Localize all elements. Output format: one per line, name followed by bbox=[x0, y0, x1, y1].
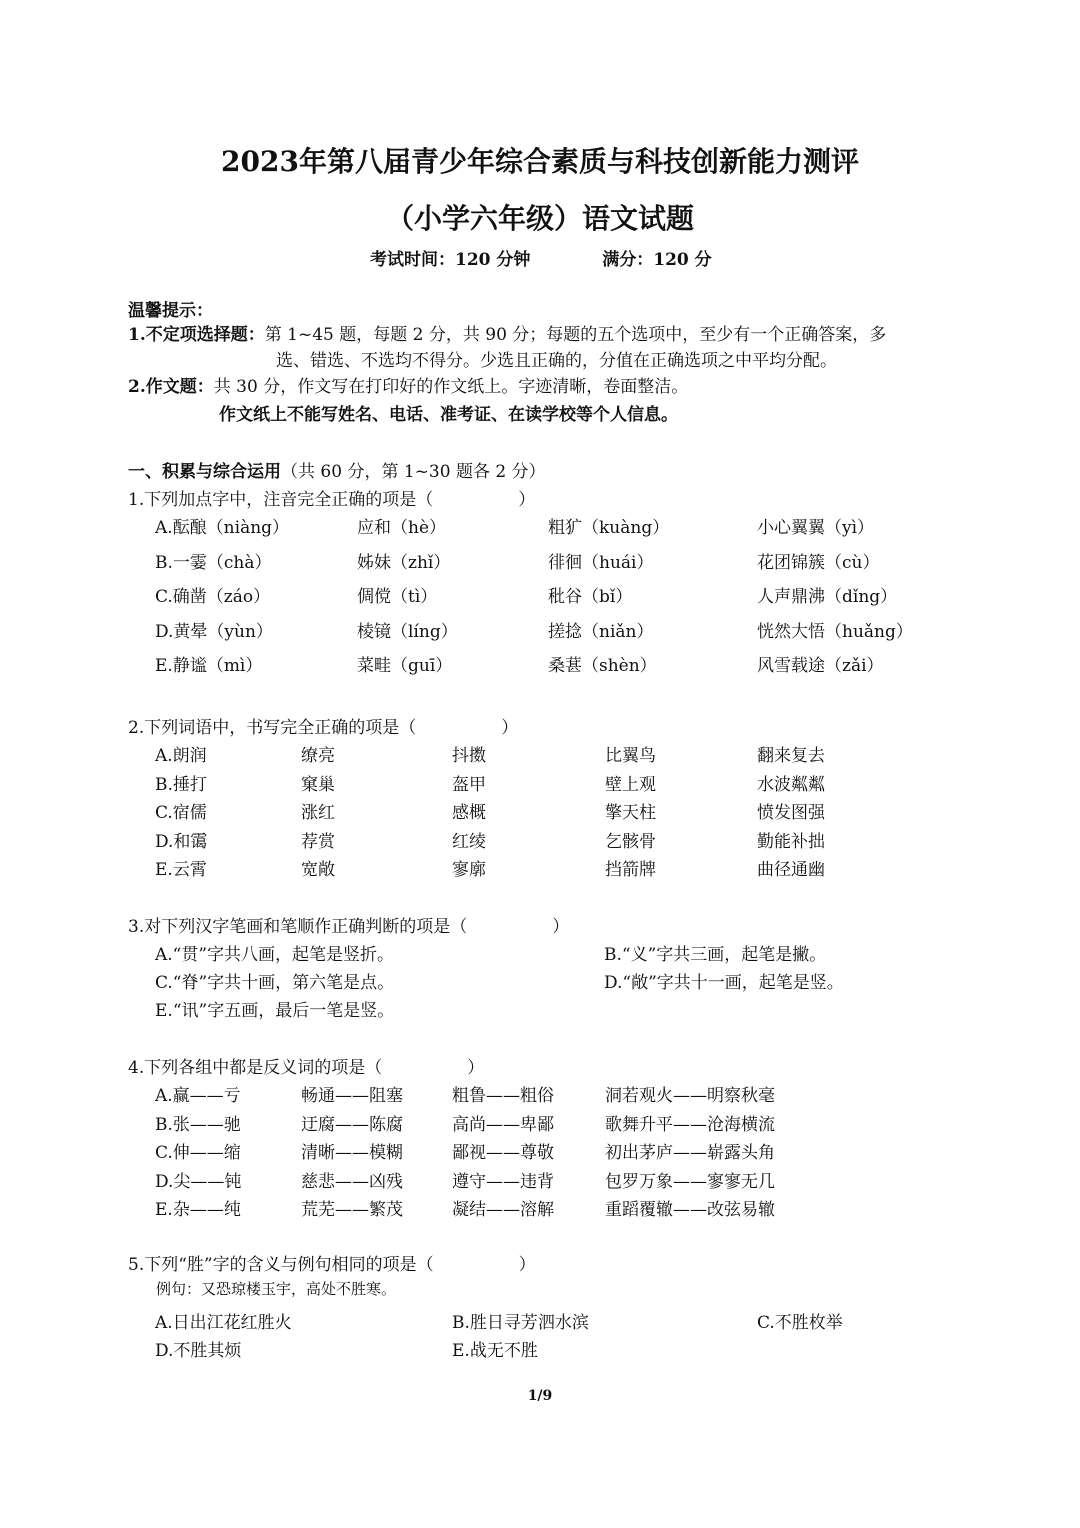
question-4-option-c-item-1: C.伸——缩 bbox=[155, 1143, 241, 1163]
question-3-option-c: C.“脊”字共十画，第六笔是点。 bbox=[155, 973, 395, 993]
exam-meta bbox=[370, 245, 712, 270]
question-2-option-e-item-4: 挡箭牌 bbox=[605, 860, 656, 880]
question-2-option-c-item-5: 愤发图强 bbox=[757, 803, 825, 823]
question-1-option-d-item-2: 棱镜（líng） bbox=[357, 621, 458, 642]
question-4-option-e-item-2: 荒芜——繁茂 bbox=[301, 1200, 403, 1220]
question-1-option-c-item-1: C.确凿（záo） bbox=[155, 587, 271, 607]
question-1-option-c-item-3: 秕谷（bǐ） bbox=[548, 587, 633, 607]
question-4-option-e-item-3: 凝结——溶解 bbox=[452, 1200, 554, 1220]
section-heading-note: （共 60 分，第 1~30 题各 2 分） bbox=[281, 462, 546, 482]
tips-item-1-label: 1.不定项选择题： bbox=[128, 325, 265, 345]
question-3-option-e: E.“讯”字五画，最后一笔是竖。 bbox=[155, 1001, 395, 1021]
tips-heading: 温馨提示： bbox=[128, 301, 213, 321]
question-1-option-a-item-2: 应和（hè） bbox=[357, 518, 447, 538]
question-5-stem: 5.下列“胜”字的含义与例句相同的项是（ ） bbox=[128, 1255, 536, 1275]
exam-title: 2023年第八届青少年综合素质与科技创新能力测评 bbox=[221, 145, 859, 178]
tips-item-2-line1: 共 30 分，作文写在打印好的作文纸上。字迹清晰，卷面整洁。 bbox=[213, 377, 689, 397]
question-1-option-b-item-4: 花团锦簇（cù） bbox=[757, 552, 880, 573]
question-2-option-a-item-2: 缭亮 bbox=[301, 746, 335, 766]
question-2-option-e-item-3: 寥廓 bbox=[452, 860, 486, 880]
question-4-option-d-item-2: 慈悲——凶残 bbox=[301, 1171, 403, 1192]
section-heading-title: 一、积累与综合运用 bbox=[128, 462, 281, 482]
question-1-option-d-item-1: D.黄晕（yùn） bbox=[155, 621, 273, 642]
question-4-option-a-item-3: 粗鲁——粗俗 bbox=[452, 1086, 554, 1106]
question-4-option-d-item-3: 遵守——违背 bbox=[452, 1171, 554, 1192]
question-2-option-a-item-5: 翻来复去 bbox=[757, 746, 825, 766]
question-1-option-e-item-4: 风雪载途（zǎi） bbox=[757, 656, 884, 676]
question-2-option-c-item-4: 擎天柱 bbox=[605, 803, 656, 823]
question-5-example: 例句：又恐琼楼玉宇，高处不胜寒。 bbox=[156, 1280, 397, 1298]
question-2-option-d-item-4: 乞骸骨 bbox=[605, 831, 656, 852]
question-5-option-d: D.不胜其烦 bbox=[155, 1341, 242, 1361]
question-2-option-e-item-5: 曲径通幽 bbox=[757, 860, 825, 880]
question-5-option-e: E.战无不胜 bbox=[452, 1341, 538, 1361]
question-1-option-b-item-1: B.一霎（chà） bbox=[155, 552, 272, 573]
question-4-option-b-item-4: 歌舞升平——沧海横流 bbox=[605, 1114, 775, 1135]
question-4-option-b-item-2: 迂腐——陈腐 bbox=[301, 1114, 403, 1135]
question-1-option-e-item-2: 菜畦（guī） bbox=[357, 656, 453, 676]
question-2-stem: 2.下列词语中，书写完全正确的项是（ ） bbox=[128, 718, 519, 738]
question-2-option-d-item-3: 红绫 bbox=[452, 831, 486, 852]
question-1-option-c-item-4: 人声鼎沸（dǐng） bbox=[757, 587, 898, 607]
question-5-option-b: B.胜日寻芳泗水滨 bbox=[452, 1313, 589, 1333]
exam-subtitle: （小学六年级）语文试题 bbox=[385, 202, 694, 235]
question-5-option-a: A.日出江花红胜火 bbox=[155, 1313, 292, 1333]
question-4-option-d-item-4: 包罗万象——寥寥无几 bbox=[605, 1171, 775, 1192]
exam-time: 考试时间：120 分钟 bbox=[370, 250, 531, 270]
question-2-option-e-item-1: E.云霄 bbox=[155, 860, 207, 880]
question-2-option-c-item-2: 涨红 bbox=[301, 803, 335, 823]
question-4-option-c-item-2: 清晰——模糊 bbox=[301, 1143, 403, 1163]
section-heading bbox=[128, 457, 546, 482]
question-1-option-a-item-3: 粗犷（kuàng） bbox=[548, 518, 670, 538]
question-1-stem: 1.下列加点字中，注音完全正确的项是（ ） bbox=[128, 490, 536, 510]
tips-item-1-line1: 第 1~45 题，每题 2 分，共 90 分；每题的五个选项中，至少有一个正确答案，多 bbox=[264, 325, 887, 345]
question-4-option-b-item-3: 高尚——卑鄙 bbox=[452, 1114, 554, 1135]
question-2-option-b-item-1: B.捶打 bbox=[155, 774, 207, 795]
question-3-option-a: A.“贯”字共八画，起笔是竖折。 bbox=[155, 945, 395, 965]
question-1-option-a-item-4: 小心翼翼（yì） bbox=[757, 518, 875, 538]
tips-item-1 bbox=[128, 320, 886, 345]
question-2-option-a-item-4: 比翼鸟 bbox=[605, 746, 656, 766]
question-1-option-b-item-2: 姊妹（zhǐ） bbox=[357, 552, 451, 573]
question-2-option-b-item-2: 窠巢 bbox=[301, 774, 335, 795]
question-2-option-c-item-1: C.宿儒 bbox=[155, 803, 207, 823]
question-1-option-e-item-3: 桑葚（shèn） bbox=[548, 656, 657, 676]
question-1-option-c-item-2: 倜傥（tì） bbox=[357, 587, 438, 607]
question-4-option-e-item-4: 重蹈覆辙——改弦易辙 bbox=[605, 1200, 775, 1220]
question-4-stem: 4.下列各组中都是反义词的项是（ ） bbox=[128, 1058, 485, 1078]
question-2-option-d-item-1: D.和霭 bbox=[155, 831, 208, 852]
question-2-option-b-item-4: 壁上观 bbox=[605, 774, 656, 795]
tips-item-2 bbox=[128, 372, 688, 397]
question-2-option-d-item-5: 勤能补拙 bbox=[757, 831, 825, 852]
question-4-option-c-item-4: 初出茅庐——崭露头角 bbox=[605, 1143, 775, 1163]
question-3-option-b: B.“义”字共三画，起笔是撇。 bbox=[604, 945, 827, 965]
question-4-option-d-item-1: D.尖——钝 bbox=[155, 1171, 242, 1192]
question-1-option-e-item-1: E.静谧（mì） bbox=[155, 656, 263, 676]
question-1-option-d-item-4: 恍然大悟（huǎng） bbox=[757, 621, 913, 642]
question-2-option-c-item-3: 感概 bbox=[452, 803, 486, 823]
question-4-option-b-item-1: B.张——驰 bbox=[155, 1114, 241, 1135]
question-1-option-a-item-1: A.酝酿（niàng） bbox=[155, 518, 290, 538]
question-2-option-b-item-3: 盔甲 bbox=[452, 774, 486, 795]
question-4-option-a-item-4: 洞若观火——明察秋毫 bbox=[605, 1086, 775, 1106]
question-3-stem: 3.对下列汉字笔画和笔顺作正确判断的项是（ ） bbox=[128, 917, 570, 937]
question-1-option-d-item-3: 搓捻（niǎn） bbox=[548, 621, 654, 642]
page-number: 1/9 bbox=[527, 1388, 553, 1404]
question-2-option-a-item-3: 抖擞 bbox=[452, 746, 486, 766]
question-2-option-b-item-5: 水波粼粼 bbox=[757, 774, 825, 795]
question-4-option-a-item-1: A.赢——亏 bbox=[155, 1086, 241, 1106]
question-4-option-e-item-1: E.杂——纯 bbox=[155, 1200, 241, 1220]
full-score: 满分：120 分 bbox=[602, 250, 712, 270]
tips-item-1-line2: 选、错选、不选均不得分。少选且正确的，分值在正确选项之中平均分配。 bbox=[276, 351, 837, 371]
tips-item-2-line2: 作文纸上不能写姓名、电话、准考证、在读学校等个人信息。 bbox=[219, 405, 678, 425]
question-3-option-d: D.“敞”字共十一画，起笔是竖。 bbox=[604, 973, 844, 993]
question-4-option-c-item-3: 鄙视——尊敬 bbox=[452, 1143, 554, 1163]
question-2-option-a-item-1: A.朗润 bbox=[155, 746, 207, 766]
tips-item-2-label: 2.作文题： bbox=[128, 377, 214, 397]
question-2-option-d-item-2: 荐赏 bbox=[301, 831, 335, 852]
question-4-option-a-item-2: 畅通——阻塞 bbox=[301, 1086, 403, 1106]
question-1-option-b-item-3: 徘徊（huái） bbox=[548, 552, 654, 573]
question-2-option-e-item-2: 宽敞 bbox=[301, 860, 335, 880]
question-5-option-c: C.不胜枚举 bbox=[757, 1313, 843, 1333]
